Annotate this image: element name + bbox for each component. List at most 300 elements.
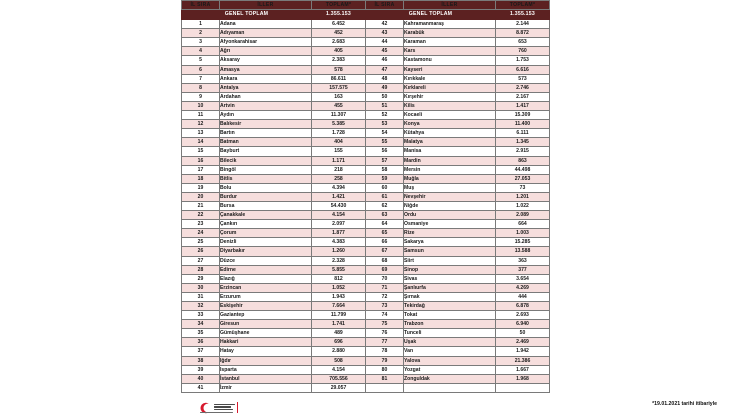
row-total: 508 — [312, 356, 366, 365]
row-province: Ardahan — [220, 92, 312, 101]
row-province: Mardin — [404, 156, 496, 165]
row-province: Hakkari — [220, 338, 312, 347]
row-province: Ordu — [404, 211, 496, 220]
table-row — [182, 192, 550, 201]
row-rank: 32 — [182, 302, 220, 311]
row-rank: 77 — [366, 338, 404, 347]
row-province: Diyarbakır — [220, 247, 312, 256]
table-row — [182, 374, 550, 383]
row-rank: 21 — [182, 201, 220, 210]
header-name-right: İLLER — [404, 1, 496, 10]
row-total: 2.328 — [312, 256, 366, 265]
row-rank: 22 — [182, 211, 220, 220]
row-rank: 40 — [182, 374, 220, 383]
row-rank: 74 — [366, 311, 404, 320]
empty-cell — [404, 383, 496, 392]
table-row — [182, 338, 550, 347]
row-total: 1.968 — [496, 374, 550, 383]
table-row — [182, 47, 550, 56]
header-rank-left: İL SIRA — [182, 1, 220, 10]
row-total: 1.417 — [496, 101, 550, 110]
empty-cell — [496, 383, 550, 392]
row-province: Karaman — [404, 38, 496, 47]
row-total: 5.385 — [312, 120, 366, 129]
row-rank: 51 — [366, 101, 404, 110]
header-name-left: İLLER — [220, 1, 312, 10]
row-total: 1.421 — [312, 192, 366, 201]
row-rank: 45 — [366, 47, 404, 56]
row-province: Çankırı — [220, 220, 312, 229]
row-province: Giresun — [220, 320, 312, 329]
row-rank: 19 — [182, 183, 220, 192]
row-total: 1.877 — [312, 229, 366, 238]
row-total: 2.693 — [496, 311, 550, 320]
row-rank: 67 — [366, 247, 404, 256]
row-total: 50 — [496, 329, 550, 338]
row-province: Tunceli — [404, 329, 496, 338]
row-province: Kocaeli — [404, 111, 496, 120]
row-province: Samsun — [404, 247, 496, 256]
row-total: 6.616 — [496, 65, 550, 74]
row-province: Tokat — [404, 311, 496, 320]
row-total: 696 — [312, 338, 366, 347]
table-row — [182, 138, 550, 147]
row-rank: 47 — [366, 65, 404, 74]
table-row — [182, 74, 550, 83]
row-total: 489 — [312, 329, 366, 338]
row-rank: 36 — [182, 338, 220, 347]
row-province: Uşak — [404, 338, 496, 347]
row-total: 404 — [312, 138, 366, 147]
table-row — [182, 65, 550, 74]
table-row — [182, 356, 550, 365]
row-total: 1.201 — [496, 192, 550, 201]
row-rank: 23 — [182, 220, 220, 229]
row-total: 8.872 — [496, 29, 550, 38]
row-province: Ağrı — [220, 47, 312, 56]
row-rank: 42 — [366, 20, 404, 29]
row-rank: 31 — [182, 292, 220, 301]
row-province: Kırklareli — [404, 83, 496, 92]
row-province: Şanlıurfa — [404, 283, 496, 292]
table-row — [182, 201, 550, 210]
row-total: 1.345 — [496, 138, 550, 147]
grand-total-row — [182, 10, 550, 20]
row-rank: 66 — [366, 238, 404, 247]
row-province: Çanakkale — [220, 211, 312, 220]
row-total: 377 — [496, 265, 550, 274]
row-province: Bolu — [220, 183, 312, 192]
row-total: 5.855 — [312, 265, 366, 274]
row-rank: 44 — [366, 38, 404, 47]
row-rank: 60 — [366, 183, 404, 192]
row-rank: 62 — [366, 201, 404, 210]
table-row — [182, 183, 550, 192]
row-total: 4.154 — [312, 365, 366, 374]
grand-total-value-left: 1.355.153 — [312, 10, 366, 20]
province-totals-table — [181, 0, 550, 393]
row-total: 2.746 — [496, 83, 550, 92]
row-province: Zonguldak — [404, 374, 496, 383]
table-row — [182, 83, 550, 92]
row-rank: 4 — [182, 47, 220, 56]
header-row — [182, 1, 550, 10]
row-province: Tekirdağ — [404, 302, 496, 311]
table-row — [182, 229, 550, 238]
table-row — [182, 329, 550, 338]
grand-total-value-right: 1.355.153 — [496, 10, 550, 20]
table-row — [182, 56, 550, 65]
row-total: 258 — [312, 174, 366, 183]
row-total: 444 — [496, 292, 550, 301]
row-total: 405 — [312, 47, 366, 56]
table-row — [182, 365, 550, 374]
table-row — [182, 292, 550, 301]
row-total: 44.498 — [496, 165, 550, 174]
row-province: Bursa — [220, 201, 312, 210]
row-rank: 79 — [366, 356, 404, 365]
row-total: 2.683 — [312, 38, 366, 47]
row-rank: 78 — [366, 347, 404, 356]
row-rank: 80 — [366, 365, 404, 374]
row-province: Rize — [404, 229, 496, 238]
header-rank-right: İL SIRA — [366, 1, 404, 10]
table-row — [182, 256, 550, 265]
table-row — [182, 101, 550, 110]
grand-total-label-left: GENEL TOPLAM — [182, 10, 312, 20]
row-rank: 46 — [366, 56, 404, 65]
row-province: Düzce — [220, 256, 312, 265]
row-total: 4.383 — [312, 238, 366, 247]
row-rank: 14 — [182, 138, 220, 147]
row-total: 27.053 — [496, 174, 550, 183]
row-total: 157.575 — [312, 83, 366, 92]
row-rank: 7 — [182, 74, 220, 83]
row-province: Kayseri — [404, 65, 496, 74]
row-rank: 43 — [366, 29, 404, 38]
table-row — [182, 165, 550, 174]
row-province: İstanbul — [220, 374, 312, 383]
row-total: 2.089 — [496, 211, 550, 220]
row-total: 218 — [312, 165, 366, 174]
row-rank: 61 — [366, 192, 404, 201]
table-row — [182, 347, 550, 356]
table-row — [182, 38, 550, 47]
row-total: 4.394 — [312, 183, 366, 192]
row-rank: 71 — [366, 283, 404, 292]
wordmark-line-2 — [214, 406, 231, 408]
row-total: 664 — [496, 220, 550, 229]
row-rank: 38 — [182, 356, 220, 365]
row-province: Hatay — [220, 347, 312, 356]
table-row — [182, 274, 550, 283]
row-total: 21.386 — [496, 356, 550, 365]
row-province: Osmaniye — [404, 220, 496, 229]
table-row — [182, 311, 550, 320]
row-province: Gaziantep — [220, 311, 312, 320]
row-province: Bitlis — [220, 174, 312, 183]
row-rank: 15 — [182, 147, 220, 156]
row-total: 29.057 — [312, 383, 366, 392]
table-row — [182, 283, 550, 292]
table-row — [182, 120, 550, 129]
row-rank: 65 — [366, 229, 404, 238]
row-rank: 73 — [366, 302, 404, 311]
table-row — [182, 92, 550, 101]
row-total: 452 — [312, 29, 366, 38]
table-row — [182, 238, 550, 247]
province-totals-sheet — [181, 0, 549, 393]
row-province: Gümüşhane — [220, 329, 312, 338]
row-province: Nevşehir — [404, 192, 496, 201]
row-province: Erzurum — [220, 292, 312, 301]
row-province: Kilis — [404, 101, 496, 110]
row-rank: 17 — [182, 165, 220, 174]
row-rank: 30 — [182, 283, 220, 292]
table-row — [182, 111, 550, 120]
row-province: Kastamonu — [404, 56, 496, 65]
row-province: Edirne — [220, 265, 312, 274]
row-province: Muş — [404, 183, 496, 192]
row-province: Bingöl — [220, 165, 312, 174]
row-rank: 68 — [366, 256, 404, 265]
row-total: 73 — [496, 183, 550, 192]
row-total: 3.654 — [496, 274, 550, 283]
row-total: 11.799 — [312, 311, 366, 320]
table-body — [182, 20, 550, 393]
table-row — [182, 383, 550, 392]
row-rank: 69 — [366, 265, 404, 274]
row-province: Konya — [404, 120, 496, 129]
row-province: Balıkesir — [220, 120, 312, 129]
row-province: Sivas — [404, 274, 496, 283]
row-total: 11.307 — [312, 111, 366, 120]
table-row — [182, 220, 550, 229]
row-total: 6.940 — [496, 320, 550, 329]
row-province: Denizli — [220, 238, 312, 247]
row-rank: 53 — [366, 120, 404, 129]
row-total: 4.269 — [496, 283, 550, 292]
logo-wordmark — [214, 404, 235, 411]
table-row — [182, 320, 550, 329]
row-total: 653 — [496, 38, 550, 47]
row-rank: 58 — [366, 165, 404, 174]
row-rank: 10 — [182, 101, 220, 110]
row-province: Eskişehir — [220, 302, 312, 311]
row-rank: 75 — [366, 320, 404, 329]
row-province: Batman — [220, 138, 312, 147]
row-province: Ankara — [220, 74, 312, 83]
row-province: Aksaray — [220, 56, 312, 65]
row-province: Kütahya — [404, 129, 496, 138]
row-province: Elazığ — [220, 274, 312, 283]
row-total: 1.741 — [312, 320, 366, 329]
row-total: 7.664 — [312, 302, 366, 311]
row-province: Burdur — [220, 192, 312, 201]
row-province: Mersin — [404, 165, 496, 174]
row-total: 4.154 — [312, 211, 366, 220]
row-province: Artvin — [220, 101, 312, 110]
header-total-right: TOPLAM* — [496, 1, 550, 10]
row-province: Sakarya — [404, 238, 496, 247]
row-rank: 39 — [182, 365, 220, 374]
row-province: Kahramanmaraş — [404, 20, 496, 29]
row-rank: 29 — [182, 274, 220, 283]
row-province: Van — [404, 347, 496, 356]
row-province: Şırnak — [404, 292, 496, 301]
row-province: Siirt — [404, 256, 496, 265]
row-rank: 59 — [366, 174, 404, 183]
row-rank: 3 — [182, 38, 220, 47]
row-rank: 54 — [366, 129, 404, 138]
row-rank: 76 — [366, 329, 404, 338]
row-total: 578 — [312, 65, 366, 74]
row-rank: 18 — [182, 174, 220, 183]
table-row — [182, 302, 550, 311]
table-row — [182, 211, 550, 220]
wordmark-line-1 — [214, 404, 235, 406]
row-province: Bilecik — [220, 156, 312, 165]
empty-cell — [366, 383, 404, 392]
row-province: Erzincan — [220, 283, 312, 292]
row-rank: 52 — [366, 111, 404, 120]
row-province: Kars — [404, 47, 496, 56]
row-rank: 57 — [366, 156, 404, 165]
row-total: 455 — [312, 101, 366, 110]
row-total: 2.167 — [496, 92, 550, 101]
row-total: 6.452 — [312, 20, 366, 29]
row-rank: 63 — [366, 211, 404, 220]
row-total: 1.003 — [496, 229, 550, 238]
row-rank: 6 — [182, 65, 220, 74]
row-rank: 50 — [366, 92, 404, 101]
table-row — [182, 20, 550, 29]
row-rank: 72 — [366, 292, 404, 301]
row-total: 163 — [312, 92, 366, 101]
row-total: 1.022 — [496, 201, 550, 210]
row-province: İzmir — [220, 383, 312, 392]
row-total: 1.260 — [312, 247, 366, 256]
row-rank: 28 — [182, 265, 220, 274]
row-rank: 81 — [366, 374, 404, 383]
row-total: 6.111 — [496, 129, 550, 138]
row-province: Malatya — [404, 138, 496, 147]
row-province: Kırıkkale — [404, 74, 496, 83]
row-province: Bayburt — [220, 147, 312, 156]
table-row — [182, 156, 550, 165]
row-total: 705.556 — [312, 374, 366, 383]
row-total: 760 — [496, 47, 550, 56]
row-province: Sinop — [404, 265, 496, 274]
row-total: 1.171 — [312, 156, 366, 165]
row-province: Adıyaman — [220, 29, 312, 38]
row-total: 2.880 — [312, 347, 366, 356]
logo-accent-bar — [237, 402, 239, 413]
row-rank: 20 — [182, 192, 220, 201]
row-province: Manisa — [404, 147, 496, 156]
table-header — [182, 1, 550, 20]
row-province: Adana — [220, 20, 312, 29]
row-total: 1.667 — [496, 365, 550, 374]
table-row — [182, 265, 550, 274]
row-rank: 27 — [182, 256, 220, 265]
row-province: Muğla — [404, 174, 496, 183]
row-rank: 12 — [182, 120, 220, 129]
row-total: 1.052 — [312, 283, 366, 292]
row-rank: 49 — [366, 83, 404, 92]
row-rank: 34 — [182, 320, 220, 329]
row-total: 13.588 — [496, 247, 550, 256]
row-total: 1.728 — [312, 129, 366, 138]
row-total: 155 — [312, 147, 366, 156]
table-row — [182, 29, 550, 38]
row-province: Karabük — [404, 29, 496, 38]
footnote: *19.01.2021 tarihi itibariyle — [652, 401, 717, 407]
row-rank: 5 — [182, 56, 220, 65]
row-province: Afyonkarahisar — [220, 38, 312, 47]
table-row — [182, 174, 550, 183]
wordmark-line-3 — [214, 409, 233, 411]
row-total: 1.942 — [496, 347, 550, 356]
row-province: Bartın — [220, 129, 312, 138]
row-province: Niğde — [404, 201, 496, 210]
row-rank: 16 — [182, 156, 220, 165]
row-province: Yozgat — [404, 365, 496, 374]
logo-tagline — [200, 412, 233, 413]
row-total: 2.144 — [496, 20, 550, 29]
header-total-left: TOPLAM* — [312, 1, 366, 10]
row-province: Isparta — [220, 365, 312, 374]
row-province: Iğdır — [220, 356, 312, 365]
row-rank: 1 — [182, 20, 220, 29]
grand-total-label-right: GENEL TOPLAM — [366, 10, 496, 20]
row-total: 2.469 — [496, 338, 550, 347]
row-rank: 48 — [366, 74, 404, 83]
row-rank: 64 — [366, 220, 404, 229]
row-rank: 25 — [182, 238, 220, 247]
row-province: Amasya — [220, 65, 312, 74]
row-total: 2.097 — [312, 220, 366, 229]
row-province: Kırşehir — [404, 92, 496, 101]
row-province: Yalova — [404, 356, 496, 365]
row-province: Aydın — [220, 111, 312, 120]
row-province: Trabzon — [404, 320, 496, 329]
row-total: 15.285 — [496, 238, 550, 247]
row-rank: 8 — [182, 83, 220, 92]
row-total: 2.915 — [496, 147, 550, 156]
row-rank: 2 — [182, 29, 220, 38]
kizilay-logo — [199, 399, 238, 416]
row-total: 1.753 — [496, 56, 550, 65]
row-rank: 35 — [182, 329, 220, 338]
row-province: Antalya — [220, 83, 312, 92]
row-province: Çorum — [220, 229, 312, 238]
row-total: 86.611 — [312, 74, 366, 83]
row-total: 1.943 — [312, 292, 366, 301]
row-total: 11.400 — [496, 120, 550, 129]
row-rank: 41 — [182, 383, 220, 392]
table-row — [182, 147, 550, 156]
row-total: 2.383 — [312, 56, 366, 65]
row-total: 54.430 — [312, 201, 366, 210]
row-rank: 13 — [182, 129, 220, 138]
row-total: 812 — [312, 274, 366, 283]
table-row — [182, 129, 550, 138]
row-total: 15.309 — [496, 111, 550, 120]
row-rank: 33 — [182, 311, 220, 320]
row-rank: 24 — [182, 229, 220, 238]
row-rank: 37 — [182, 347, 220, 356]
